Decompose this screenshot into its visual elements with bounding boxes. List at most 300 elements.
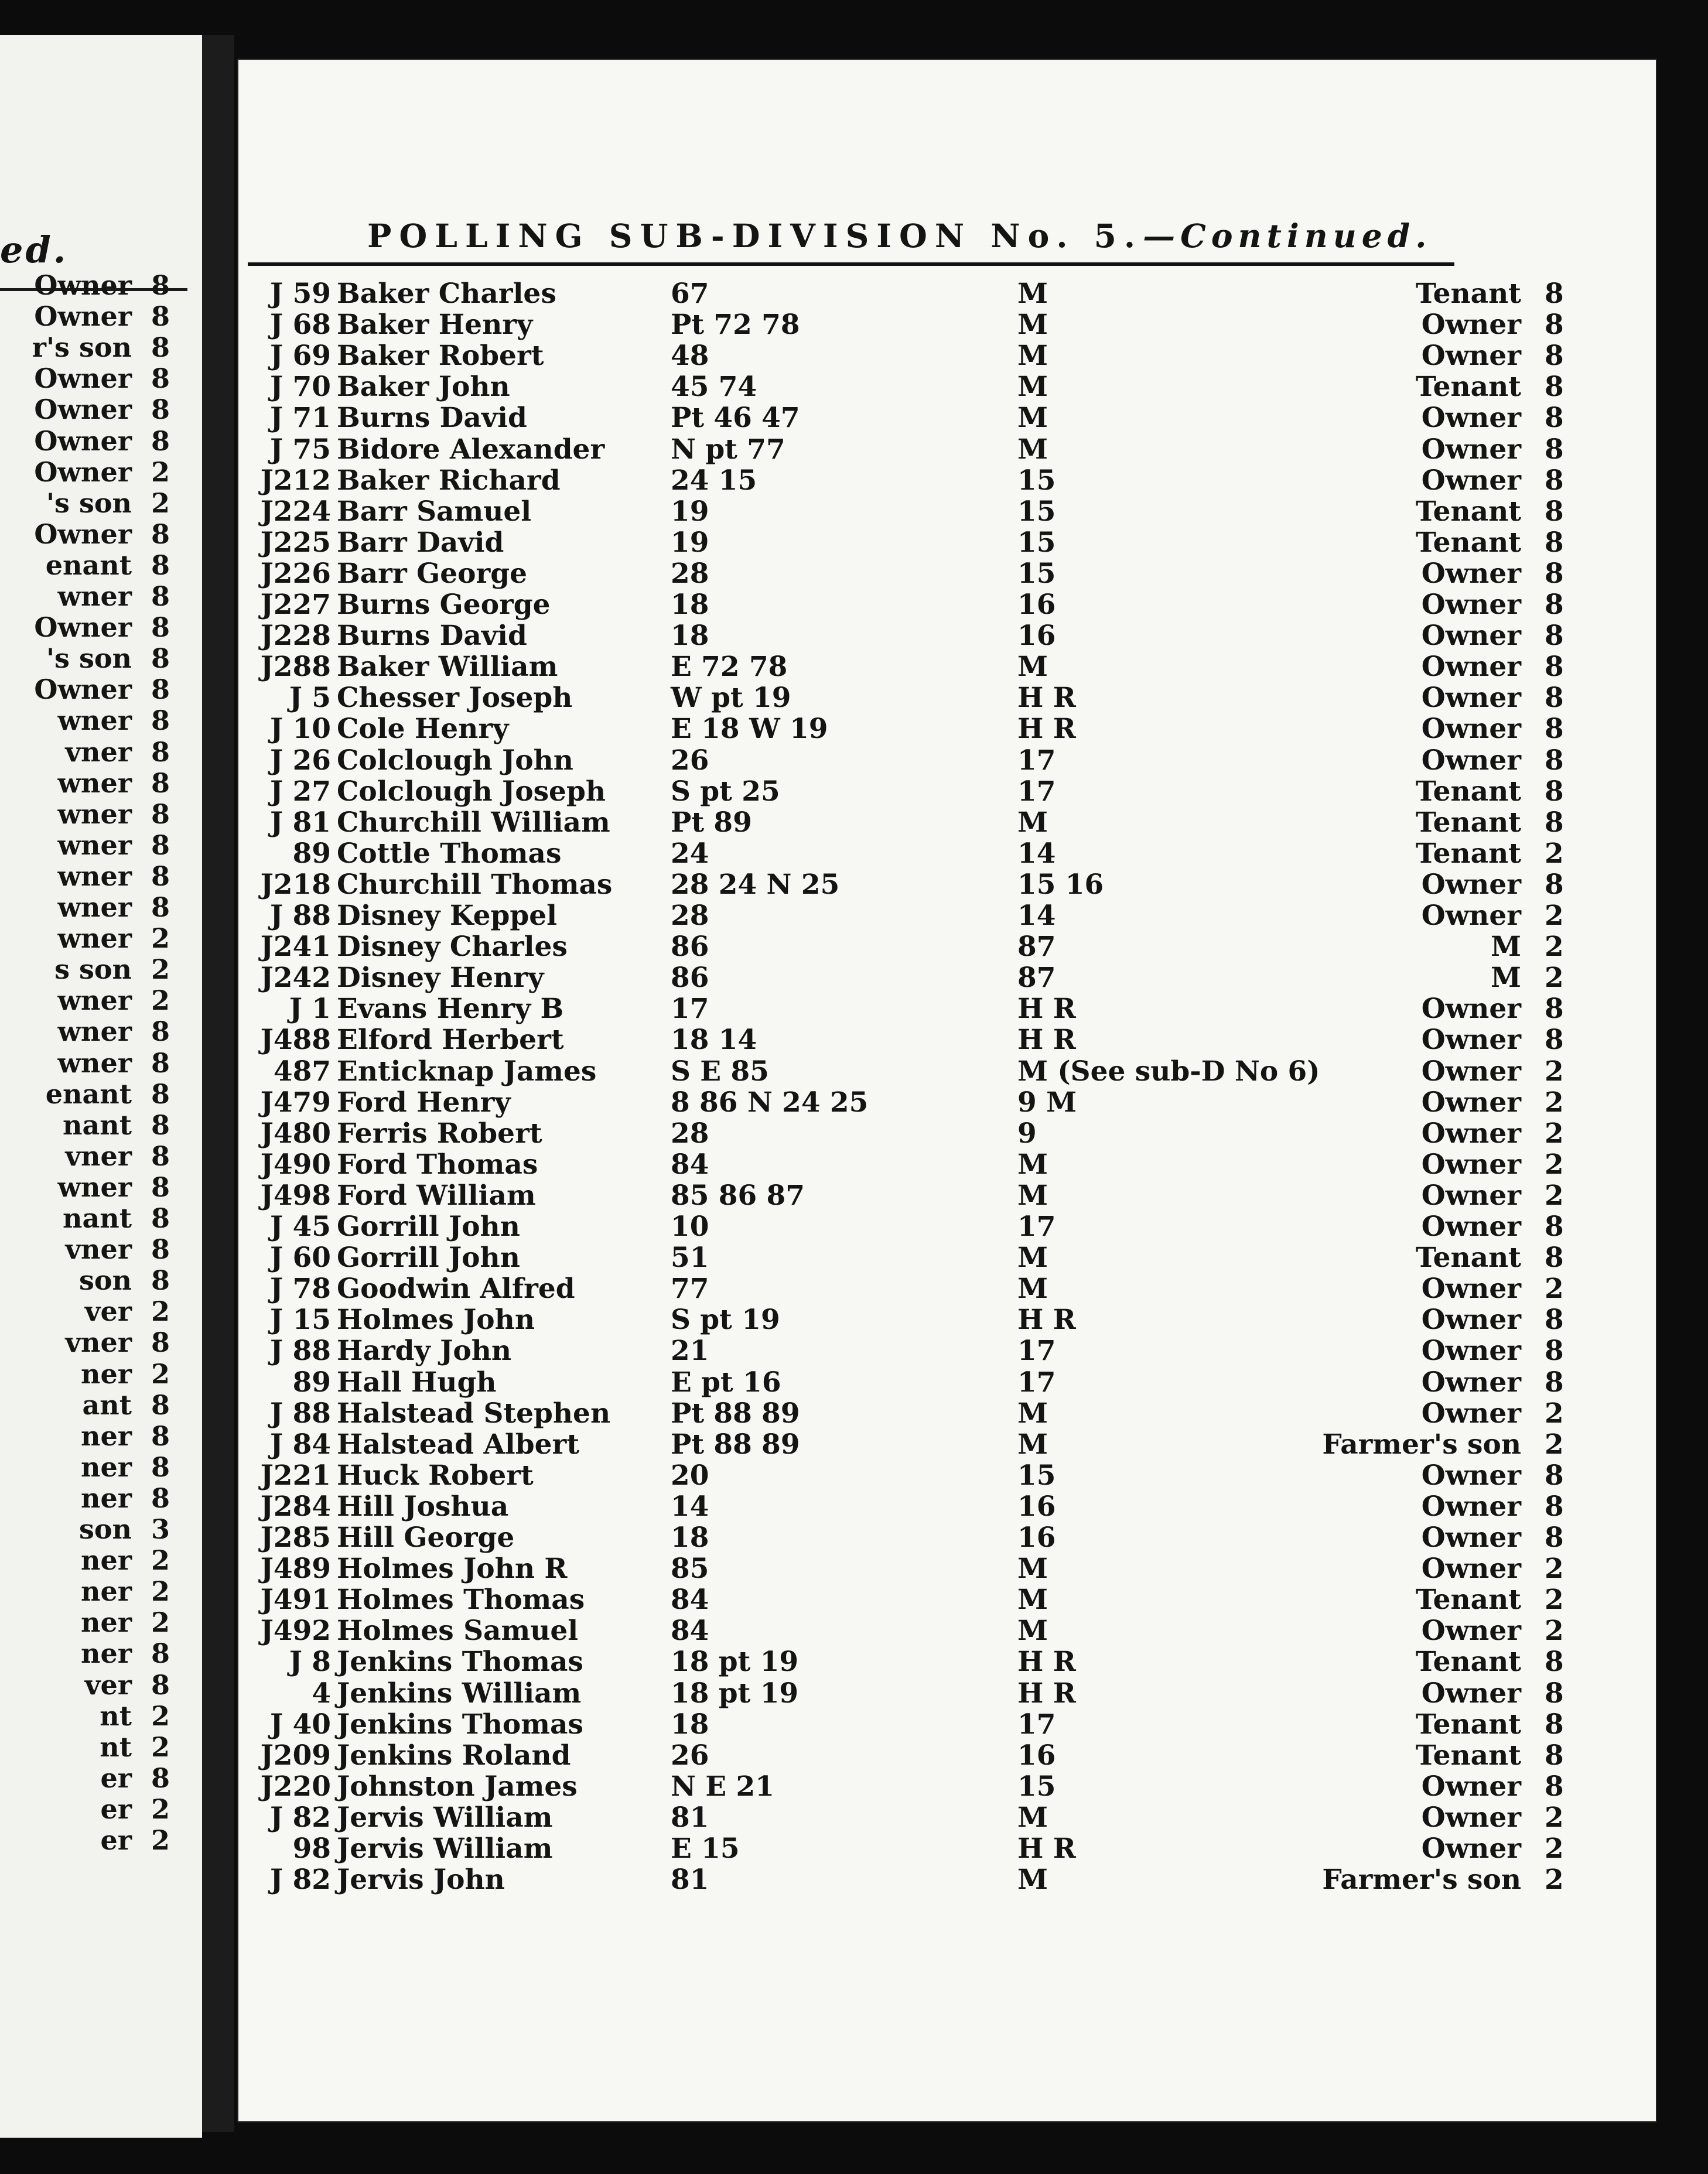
- lot-number: 10: [671, 1211, 709, 1243]
- previous-page-qualification: 's son: [46, 642, 132, 675]
- previous-page-qualification: er: [100, 1824, 132, 1856]
- voter-row: [238, 651, 1656, 682]
- concession: M: [1017, 651, 1048, 683]
- previous-page-qualification: Owner: [34, 674, 132, 706]
- qualification: Owner: [1421, 589, 1521, 621]
- voter-name: Holmes John: [337, 1304, 535, 1336]
- concession: M: [1017, 371, 1048, 404]
- voter-row: [238, 309, 1656, 340]
- voter-name: Disney Charles: [337, 931, 568, 963]
- voter-number: 89: [292, 1366, 331, 1399]
- voter-number: J228: [260, 620, 331, 652]
- voter-number: J 68: [269, 309, 331, 341]
- poll-count: 8: [1545, 744, 1564, 777]
- concession: 9: [1017, 1117, 1037, 1150]
- previous-page-count: 8: [151, 1762, 170, 1794]
- lot-number: 18: [671, 1522, 709, 1554]
- previous-page-qualification: Owner: [34, 456, 132, 488]
- previous-page-row: [0, 1575, 176, 1607]
- previous-page-count: 8: [151, 1171, 170, 1203]
- previous-page-count: 8: [151, 1451, 170, 1483]
- concession: 15: [1017, 1459, 1056, 1492]
- voter-name: Disney Henry: [337, 962, 544, 994]
- previous-page-row: [0, 1451, 176, 1483]
- previous-page-count: 8: [151, 1202, 170, 1234]
- voter-name: Jenkins Thomas: [337, 1646, 583, 1679]
- qualification: Owner: [1421, 464, 1521, 497]
- concession: H R: [1017, 1833, 1076, 1865]
- previous-page-qualification: wner: [57, 829, 132, 861]
- voter-number: J 88: [269, 1335, 331, 1368]
- voter-number: J480: [260, 1117, 331, 1150]
- voter-row: [238, 371, 1656, 402]
- previous-page-qualification: r's son: [32, 331, 132, 364]
- voter-row: [238, 1864, 1656, 1895]
- previous-page-row: [0, 1140, 176, 1172]
- lot-number: N E 21: [671, 1770, 774, 1803]
- qualification: Owner: [1421, 713, 1521, 746]
- qualification: Tenant: [1416, 278, 1521, 310]
- lot-number: 8 86 N 24 25: [671, 1086, 869, 1119]
- previous-page-row: [0, 674, 176, 705]
- qualification: Tenant: [1416, 1242, 1521, 1274]
- voter-name: Ferris Robert: [337, 1117, 542, 1150]
- poll-count: 8: [1545, 402, 1564, 435]
- concession: M: [1017, 1428, 1048, 1461]
- qualification: Owner: [1421, 1117, 1521, 1150]
- voter-row: [238, 1304, 1656, 1335]
- poll-count: 8: [1545, 682, 1564, 715]
- qualification: Owner: [1421, 309, 1521, 341]
- voter-name: Holmes Thomas: [337, 1584, 585, 1616]
- previous-page-qualification: nant: [63, 1202, 132, 1234]
- previous-page-qualification: ver: [84, 1669, 132, 1701]
- voter-row: [238, 1211, 1656, 1242]
- previous-page-count: 8: [151, 1420, 170, 1452]
- previous-page-count: 2: [151, 1358, 170, 1390]
- poll-count: 8: [1545, 1677, 1564, 1710]
- lot-number: 19: [671, 495, 709, 528]
- previous-page-count: 8: [151, 829, 170, 861]
- previous-page-row: [0, 456, 176, 488]
- qualification: Owner: [1421, 1833, 1521, 1865]
- previous-page-qualification: Owner: [34, 300, 132, 333]
- lot-number: 48: [671, 340, 709, 372]
- voter-row: [238, 1584, 1656, 1615]
- previous-page-qualification: ner: [81, 1606, 132, 1639]
- previous-page-count: 2: [151, 1606, 170, 1639]
- concession: M: [1017, 1148, 1048, 1181]
- qualification: Owner: [1421, 1304, 1521, 1336]
- concession: M: [1017, 309, 1048, 341]
- poll-count: 8: [1545, 1211, 1564, 1243]
- voter-number: J 27: [269, 775, 331, 808]
- poll-count: 8: [1545, 1522, 1564, 1554]
- concession: 17: [1017, 1366, 1056, 1399]
- voter-number: J284: [260, 1490, 331, 1523]
- voter-name: Barr Samuel: [337, 495, 532, 528]
- qualification: Owner: [1421, 620, 1521, 652]
- voter-number: 98: [292, 1833, 331, 1865]
- poll-count: 8: [1545, 713, 1564, 746]
- previous-page-count: 8: [151, 611, 170, 644]
- voter-row: [238, 1335, 1656, 1366]
- voter-row: [238, 1055, 1656, 1086]
- concession: 14: [1017, 900, 1056, 932]
- previous-page-count: 8: [151, 518, 170, 550]
- previous-page-qualification: Owner: [34, 611, 132, 644]
- poll-count: 2: [1545, 1801, 1564, 1834]
- previous-page-qualification: Owner: [34, 269, 132, 301]
- voter-row: [238, 464, 1656, 495]
- voter-row: [238, 682, 1656, 713]
- voter-name: Jervis William: [337, 1801, 553, 1834]
- poll-count: 8: [1545, 589, 1564, 621]
- previous-page-count: 8: [151, 269, 170, 301]
- voter-number: J 45: [269, 1211, 331, 1243]
- voter-number: 487: [273, 1055, 331, 1088]
- voter-row: [238, 1522, 1656, 1553]
- previous-page-fragment: [0, 35, 202, 2138]
- previous-page-qualification: wner: [57, 705, 132, 737]
- concession: M: [1017, 1553, 1048, 1585]
- previous-page-qualification: nt: [100, 1731, 132, 1763]
- concession: 87: [1017, 962, 1056, 994]
- voter-row: [238, 1117, 1656, 1148]
- poll-count: 8: [1545, 433, 1564, 466]
- previous-page-count: 3: [151, 1513, 170, 1545]
- voter-row: [238, 340, 1656, 371]
- voter-row: [238, 962, 1656, 993]
- voter-name: Enticknap James: [337, 1055, 597, 1088]
- poll-count: 8: [1545, 1739, 1564, 1772]
- voter-row: [238, 1615, 1656, 1646]
- previous-page-count: 8: [151, 1047, 170, 1079]
- lot-number: 24: [671, 837, 709, 870]
- concession: 16: [1017, 1522, 1056, 1554]
- voter-number: J 15: [269, 1304, 331, 1336]
- voter-row: [238, 589, 1656, 620]
- concession: 15: [1017, 1770, 1056, 1803]
- concession: M: [1017, 1273, 1048, 1305]
- voter-name: Holmes Samuel: [337, 1615, 579, 1647]
- concession: 15: [1017, 495, 1056, 528]
- lot-number: E 15: [671, 1833, 740, 1865]
- voter-name: Hall Hugh: [337, 1366, 497, 1399]
- previous-page-qualification: enant: [45, 549, 132, 581]
- voter-row: [238, 1428, 1656, 1459]
- previous-page-count: 2: [151, 456, 170, 488]
- qualification: Owner: [1421, 1677, 1521, 1710]
- voter-number: J 40: [269, 1708, 331, 1741]
- voter-row: [238, 1833, 1656, 1864]
- previous-page-count: 2: [151, 953, 170, 986]
- previous-page-row: [0, 1389, 176, 1421]
- concession: M: [1017, 340, 1048, 372]
- previous-page-count: 8: [151, 300, 170, 333]
- previous-page-count: 8: [151, 767, 170, 799]
- poll-count: 2: [1545, 931, 1564, 963]
- poll-count: 8: [1545, 464, 1564, 497]
- concession: M: [1017, 1864, 1048, 1896]
- page-title-main: POLLING SUB-DIVISION No. 5.: [367, 217, 1143, 255]
- previous-page-count: 8: [151, 580, 170, 612]
- concession: M: [1017, 1615, 1048, 1647]
- lot-number: 14: [671, 1490, 709, 1523]
- previous-page-qualification: wner: [57, 891, 132, 923]
- previous-page-qualification: ner: [81, 1482, 132, 1514]
- voter-name: Baker Henry: [337, 309, 533, 341]
- poll-count: 8: [1545, 651, 1564, 683]
- book-spine: [202, 35, 234, 2132]
- voter-number: J220: [260, 1770, 331, 1803]
- voter-name: Ford William: [337, 1179, 536, 1212]
- previous-page-count: 8: [151, 1264, 170, 1297]
- previous-page-row: [0, 953, 176, 985]
- previous-page-qualification: wner: [57, 985, 132, 1017]
- voter-number: J227: [260, 589, 331, 621]
- lot-number: E 18 W 19: [671, 713, 828, 746]
- voter-number: J212: [260, 464, 331, 497]
- previous-page-row: [0, 580, 176, 612]
- qualification: Owner: [1421, 340, 1521, 372]
- lot-number: 21: [671, 1335, 709, 1368]
- voter-name: Gorrill John: [337, 1211, 520, 1243]
- voter-name: Hill George: [337, 1522, 515, 1554]
- lot-number: S pt 19: [671, 1304, 780, 1336]
- previous-page-row: [0, 829, 176, 861]
- voter-number: J226: [260, 557, 331, 590]
- page-title-continued: —Continued.: [1143, 217, 1432, 255]
- voter-row: [238, 931, 1656, 962]
- previous-page-qualification: son: [78, 1264, 132, 1297]
- qualification: Owner: [1421, 651, 1521, 683]
- previous-page-row: [0, 394, 176, 425]
- voter-number: J224: [260, 495, 331, 528]
- concession: M: [1017, 1801, 1048, 1834]
- concession: 17: [1017, 1708, 1056, 1741]
- voter-name: Barr David: [337, 526, 504, 559]
- previous-page-row: [0, 1762, 176, 1794]
- lot-number: 67: [671, 278, 709, 310]
- voter-number: J 84: [269, 1428, 331, 1461]
- previous-page-qualification: vner: [65, 1140, 132, 1172]
- qualification: Tenant: [1416, 775, 1521, 808]
- voter-name: Cole Henry: [337, 713, 509, 746]
- voter-number: J488: [260, 1024, 331, 1057]
- poll-count: 8: [1545, 1366, 1564, 1399]
- qualification: Owner: [1421, 1490, 1521, 1523]
- previous-page-count: 8: [151, 1233, 170, 1266]
- voter-name: Huck Robert: [337, 1459, 534, 1492]
- previous-page-qualification: er: [100, 1762, 132, 1794]
- concession: 9 M: [1017, 1086, 1077, 1119]
- poll-count: 8: [1545, 278, 1564, 310]
- qualification: Owner: [1421, 993, 1521, 1026]
- concession: 17: [1017, 744, 1056, 777]
- previous-page-row: [0, 1731, 176, 1763]
- voter-row: [238, 713, 1656, 744]
- previous-page-count: 8: [151, 1389, 170, 1421]
- lot-number: 26: [671, 1739, 709, 1772]
- previous-page-qualification: ner: [81, 1451, 132, 1483]
- poll-count: 8: [1545, 557, 1564, 590]
- lot-number: 18: [671, 1708, 709, 1741]
- voter-name: Hardy John: [337, 1335, 512, 1368]
- poll-count: 2: [1545, 1584, 1564, 1616]
- previous-page-row: [0, 1544, 176, 1576]
- qualification: Owner: [1421, 1179, 1521, 1212]
- qualification: Tenant: [1416, 1708, 1521, 1741]
- previous-page-count: 8: [151, 891, 170, 923]
- concession: H R: [1017, 682, 1076, 715]
- voter-row: [238, 993, 1656, 1024]
- qualification: Tenant: [1416, 1584, 1521, 1616]
- previous-page-qualification: s son: [54, 953, 132, 986]
- poll-count: 8: [1545, 1708, 1564, 1741]
- poll-count: 2: [1545, 1833, 1564, 1865]
- lot-number: Pt 46 47: [671, 402, 800, 435]
- qualification: Owner: [1421, 868, 1521, 901]
- qualification: Owner: [1421, 1211, 1521, 1243]
- qualification: Tenant: [1416, 837, 1521, 870]
- previous-page-qualification: er: [100, 1793, 132, 1825]
- voter-number: J491: [260, 1584, 331, 1616]
- previous-page-qualification: wner: [57, 1047, 132, 1079]
- qualification: M: [1490, 931, 1521, 963]
- concession: M: [1017, 433, 1048, 466]
- concession: 87: [1017, 931, 1056, 963]
- qualification: Tenant: [1416, 806, 1521, 839]
- voter-name: Colclough John: [337, 744, 573, 777]
- previous-page-row: [0, 1420, 176, 1452]
- concession: M: [1017, 1397, 1048, 1430]
- previous-page-row: [0, 1264, 176, 1296]
- previous-page-row: [0, 985, 176, 1016]
- voter-number: J242: [260, 962, 331, 994]
- previous-page-row: [0, 1109, 176, 1141]
- voter-name: Bidore Alexander: [337, 433, 605, 466]
- previous-page-count: 8: [151, 363, 170, 395]
- previous-page-count: 8: [151, 1078, 170, 1110]
- voter-name: Jervis William: [337, 1833, 553, 1865]
- previous-page-qualification: Owner: [34, 394, 132, 426]
- previous-page-count: 8: [151, 736, 170, 768]
- previous-page-count: 8: [151, 425, 170, 457]
- poll-count: 8: [1545, 1242, 1564, 1274]
- previous-page-row: [0, 1824, 176, 1856]
- previous-page-count: 8: [151, 394, 170, 426]
- concession: H R: [1017, 1677, 1076, 1710]
- previous-page-row: [0, 705, 176, 736]
- previous-page-row: [0, 611, 176, 643]
- lot-number: 19: [671, 526, 709, 559]
- voter-number: J 82: [269, 1864, 331, 1896]
- previous-page-count: 8: [151, 1482, 170, 1514]
- previous-page-qualification: son: [78, 1513, 132, 1545]
- previous-page-row: [0, 549, 176, 581]
- previous-page-row: [0, 798, 176, 830]
- previous-page-qualification: nt: [100, 1700, 132, 1732]
- previous-page-qualification: ver: [84, 1295, 132, 1328]
- concession: 16: [1017, 1739, 1056, 1772]
- voter-row: [238, 1148, 1656, 1180]
- lot-number: 85 86 87: [671, 1179, 805, 1212]
- lot-number: 84: [671, 1148, 709, 1181]
- concession: 15: [1017, 557, 1056, 590]
- previous-page-count: 8: [151, 1638, 170, 1670]
- voter-row: [238, 1024, 1656, 1055]
- concession: H R: [1017, 1646, 1076, 1679]
- voter-row: [238, 838, 1656, 869]
- previous-page-qualification: ner: [81, 1358, 132, 1390]
- voter-number: J 75: [269, 433, 331, 466]
- voter-name: Halstead Stephen: [337, 1397, 611, 1430]
- previous-page-qualification: wner: [57, 1171, 132, 1203]
- concession: H R: [1017, 993, 1076, 1026]
- voter-number: J 10: [269, 713, 331, 746]
- poll-count: 8: [1545, 1490, 1564, 1523]
- poll-count: 8: [1545, 868, 1564, 901]
- voter-name: Jenkins Roland: [337, 1739, 571, 1772]
- previous-page-row: [0, 642, 176, 674]
- voter-row: [238, 1180, 1656, 1211]
- qualification: Owner: [1421, 557, 1521, 590]
- previous-page-qualification: ner: [81, 1638, 132, 1670]
- concession: 17: [1017, 775, 1056, 808]
- voter-row: [238, 1366, 1656, 1397]
- concession: M: [1017, 1179, 1048, 1212]
- voter-row: [238, 1491, 1656, 1522]
- voter-row: [238, 1802, 1656, 1833]
- previous-page-qualification: wner: [57, 580, 132, 612]
- lot-number: 17: [671, 993, 709, 1026]
- poll-count: 8: [1545, 1335, 1564, 1368]
- previous-page-row: [0, 1638, 176, 1669]
- previous-page-row: [0, 860, 176, 892]
- lot-number: 18 pt 19: [671, 1646, 799, 1679]
- previous-page-count: 8: [151, 1669, 170, 1701]
- previous-page-count: 2: [151, 1544, 170, 1577]
- lot-number: 85: [671, 1553, 709, 1585]
- concession: M: [1017, 1584, 1048, 1616]
- previous-page-row: [0, 891, 176, 923]
- lot-number: Pt 72 78: [671, 309, 800, 341]
- voter-number: J241: [260, 931, 331, 963]
- previous-page-qualification: Owner: [34, 363, 132, 395]
- qualification: Owner: [1421, 744, 1521, 777]
- voter-name: Cottle Thomas: [337, 837, 562, 870]
- voter-number: J 60: [269, 1242, 331, 1274]
- voter-row: [238, 1739, 1656, 1770]
- qualification: Tenant: [1416, 1646, 1521, 1679]
- poll-count: 2: [1545, 1864, 1564, 1896]
- voter-name: Goodwin Alfred: [337, 1273, 575, 1305]
- qualification: Tenant: [1416, 1739, 1521, 1772]
- previous-page-count: 8: [151, 1140, 170, 1172]
- previous-page-count: 2: [151, 487, 170, 519]
- previous-page-count: 8: [151, 798, 170, 830]
- previous-page-row: [0, 1078, 176, 1110]
- poll-count: 8: [1545, 371, 1564, 404]
- previous-page-count: 2: [151, 1575, 170, 1608]
- voter-row: [238, 620, 1656, 651]
- voter-name: Evans Henry B: [337, 993, 564, 1026]
- voter-number: J489: [260, 1553, 331, 1585]
- previous-page-count: 8: [151, 860, 170, 892]
- lot-number: 86: [671, 962, 709, 994]
- voter-number: J490: [260, 1148, 331, 1181]
